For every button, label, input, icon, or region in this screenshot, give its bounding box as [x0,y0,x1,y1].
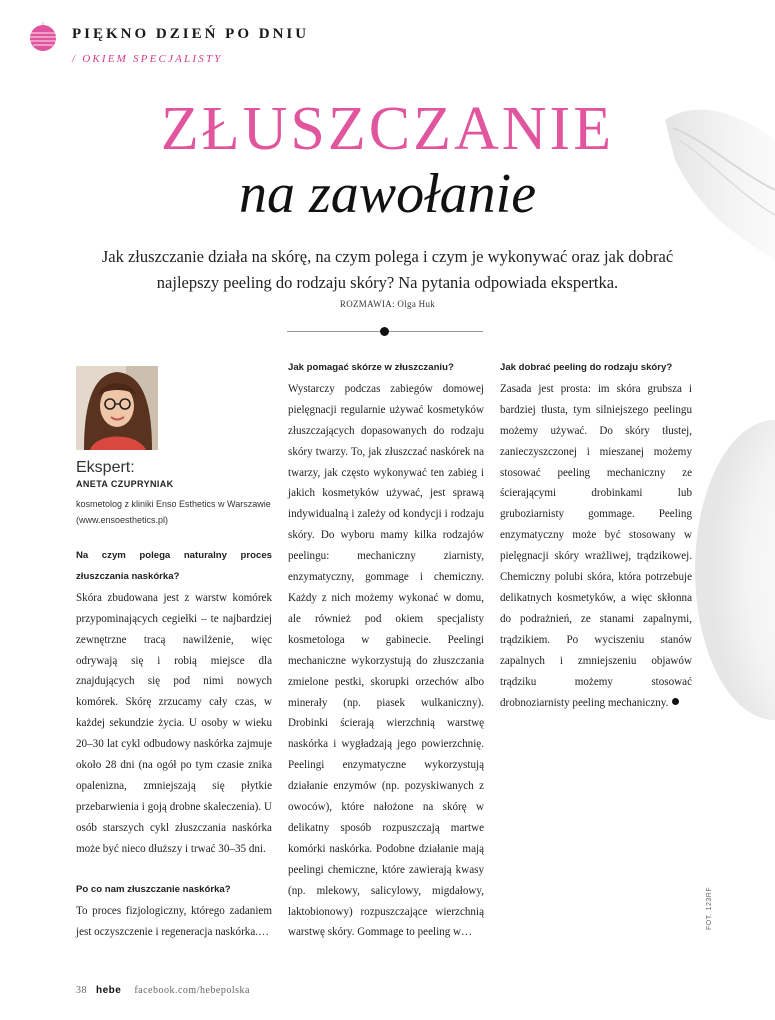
answer-text: Zasada jest prosta: im skóra grubsza i bardziej tłusta, tym silniejszego peelingu możemy używać. Do skóry tłustej, zanieczyszczonej i mieszanej możemy stosować peeling mechaniczny ze ścierającymi drobinkami lub gruboziarnisty gommage. Peeling enzymatyczny może być stosowany w pielęgnacji skóry wrażliwej, trądzikowej. Chemiczny polubi skóra, która potrzebuje delikatnych kosmetyków, a więc skłonna do podrażnień, ze stanami zapalnymi, trądzikiem. Po wyciszeniu stanów zapalnych i zmniejszeniu objawów trądziku możemy stosować drobnoziarnisty peeling mechaniczny. [500,382,692,709]
column-2 [288,358,484,943]
page-number: 38 [76,985,87,996]
ornament-ball-icon [28,22,58,52]
photo-credit: FOT. 123RF [706,886,713,930]
brand-logo: hebe [96,985,122,996]
section-subtitle: / OKIEM SPECJALISTY [72,53,223,65]
expert-label: Ekspert: [76,459,135,476]
end-mark-dot [672,698,679,705]
expert-description: kosmetolog z kliniki Enso Esthetics w Warszawie (www.ensoesthetics.pl) [76,499,271,525]
question-heading: Po co nam złuszczanie naskórka? [76,884,231,896]
question-heading: Na czym polega naturalny proces złuszczania naskórka? [76,550,272,582]
expert-name: ANETA CZUPRYNIAK [76,479,174,489]
expert-photo [76,366,158,450]
article-title: ZŁUSZCZANIE [160,95,615,163]
question-heading: Jak pomagać skórze w złuszczaniu? [288,362,454,373]
interviewer-credit: ROZMAWIA: Olga Huk [339,299,436,309]
answer-text: Wystarczy podczas zabiegów domowej pielęgnacji regularnie używać kosmetyków złuszczających dopasowanych do rodzaju skóry twarzy. To, jak złuszczać naskórek na twarzy, jak często wykonywać ten zabieg i jakich kosmetyków używać, jest sprawą indywidualną i zależy od kondycji i rodzaju skóry. Do wyboru mamy kilka rodzajów peelingu: mechaniczny ziarnisty, enzymatyczny, gommage i chemiczny. Każdy z nich możemy wykonać w domu, ale również pod okiem specjalisty kosmetologa w gabinecie. Peelingi mechaniczne wykorzystują do złuszczania zmielone pestki, skorupki orzechów albo minerały (np. piasek wulkaniczny). Drobinki ścierają wierzchnią warstwę naskórka i wygładzają jego powierzchnię. Peelingi enzymatyczne wykorzystują działanie enzymów (np. pozyskiwanych z owoców), które nałożone na skórę w delikatny sposób rozpuszczają martwe komórki naskórka. Podobne działanie mają peelingi chemiczne, które zawierają kwasy (np. mlekowy, salicylowy, migdałowy, laktobionowy) rozpuszczające wierzchnią warstwę skóry. Gommage to peeling w… [288,382,484,939]
answer-text: To proces fizjologiczny, którego zadaniem jest oczyszczenie i regeneracja naskórka.… [76,905,272,939]
divider-dot [380,327,389,336]
section-title: PIĘKNO DZIEŃ PO DNIU [72,26,310,42]
page-footer [76,985,250,996]
column-3 [500,358,692,713]
question-heading: Jak dobrać peeling do rodzaju skóry? [500,362,673,373]
article-lead: Jak złuszczanie działa na skórę, na czym polega i czym je wykonywać oraz jak dobrać najlepszy peeling do rodzaju skóry? Na pytania odpowiada ekspertka. [101,247,674,292]
article-subtitle: na zawołanie [238,163,537,225]
answer-text: Skóra zbudowana jest z warstw komórek przypominających cegiełki – te najbardziej zewnętrzne tracą nawilżenie, więc odrywają się i robią miejsce dla znajdujących się pod nimi nowych komórek. Skórę zrzucamy cały czas, w każdej sekundzie życia. U osoby w wieku 20–30 lat cykl odbudowy naskórka zajmuje około 28 dni (na ogół po tym czasie znika opalenizna, zmniejszają się płytkie przebarwienia i goją drobne skaleczenia). U osób starszych cykl złuszczania naskórka może być nieco dłuższy i trwać 30–35 dni. [76,591,272,855]
column-1 [76,546,272,943]
footer-link[interactable]: facebook.com/hebepolska [134,985,250,996]
